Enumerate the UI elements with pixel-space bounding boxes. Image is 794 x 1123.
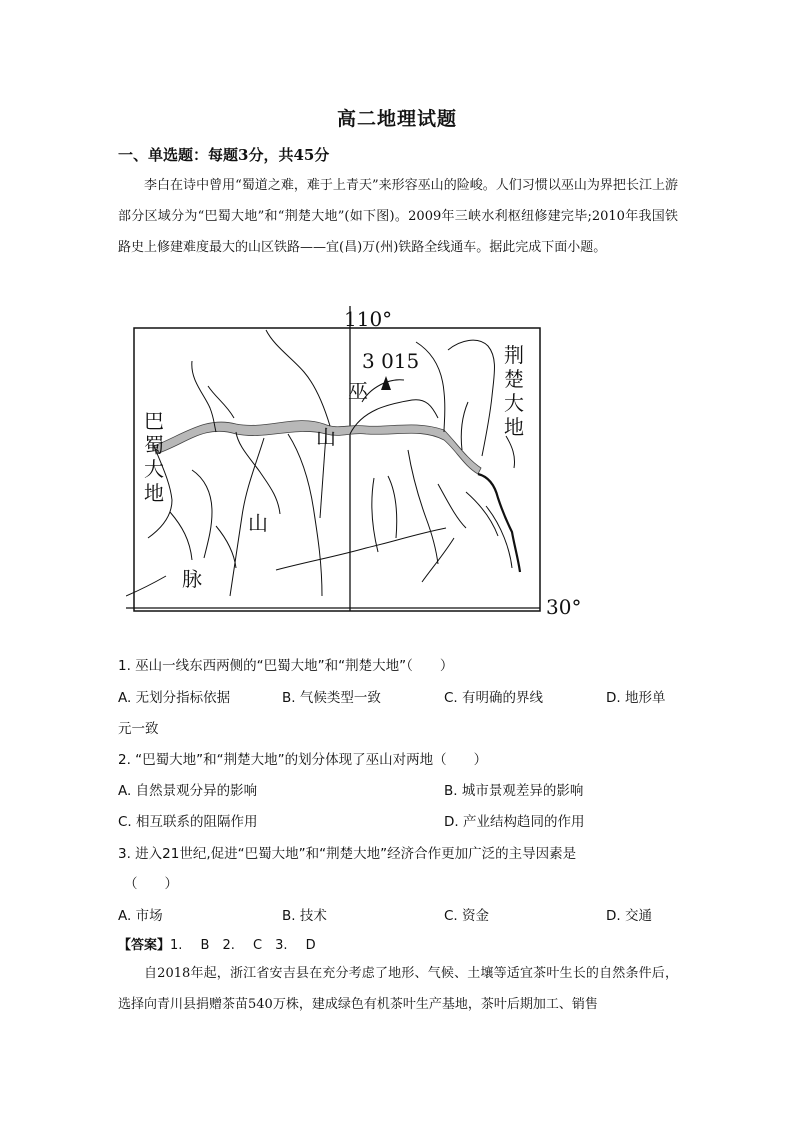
question-3-option-d: D. 交通 (606, 908, 652, 924)
peak-elevation-label: 3 015 (362, 349, 420, 373)
question-2-option-a: A. 自然景观分异的影响 (118, 783, 258, 799)
wu-label: 巫 (348, 379, 368, 403)
ba-shu-region-label (144, 409, 164, 505)
question-2-option-d: D. 产业结构趋同的作用 (444, 814, 585, 830)
question-2-option-b: B. 城市景观差异的影响 (444, 783, 584, 799)
question-2-option-c: C. 相互联系的阻隔作用 (118, 814, 258, 830)
page-title: 高二地理试题 (336, 108, 457, 130)
mai-label: 脉 (182, 567, 202, 591)
shan-label-1: 山 (316, 425, 336, 449)
svg-text:大: 大 (144, 457, 164, 481)
svg-text:巴: 巴 (144, 409, 164, 433)
shan-label-2: 山 (248, 511, 268, 535)
question-1-option-d: D. 地形单 (606, 690, 666, 706)
map-figure (126, 306, 596, 626)
svg-text:楚: 楚 (504, 367, 524, 391)
question-1-option-a: A. 无划分指标依据 (118, 690, 231, 706)
question-1-option-b: B. 气候类型一致 (282, 690, 381, 706)
peak-triangle-icon (381, 376, 391, 390)
question-3-paren: （ ） (124, 876, 178, 892)
svg-text:大: 大 (504, 391, 524, 415)
jing-chu-region-label (504, 343, 524, 439)
svg-text:地: 地 (144, 481, 164, 505)
question-1-option-c: C. 有明确的界线 (444, 690, 544, 706)
svg-text:荆: 荆 (504, 343, 524, 367)
longitude-label: 110° (344, 307, 393, 331)
latitude-label: 30° (546, 595, 582, 619)
question-1-stem: 1. 巫山一线东西两侧的“巴蜀大地”和“荆楚大地”（ ） (118, 658, 454, 674)
question-1-option-d-wrap: 元一致 (118, 721, 159, 737)
answer-values: 1. B 2. C 3. D (170, 938, 316, 953)
question-2-stem: 2. “巴蜀大地”和“荆楚大地”的划分体现了巫山对两地（ ） (118, 752, 488, 768)
svg-text:地: 地 (504, 415, 524, 439)
answer-line (118, 934, 316, 953)
question-3-option-a: A. 市场 (118, 908, 163, 924)
passage-2: 自2018年起，浙江省安吉县在充分考虑了地形、气候、土壤等适宜茶叶生长的自然条件后，选择向青川县捐赠茶苗540万株，建成绿色有机茶叶生产基地，茶叶后期加工、销售 (118, 966, 678, 1012)
question-3-option-b: B. 技术 (282, 908, 327, 924)
svg-text:蜀: 蜀 (144, 433, 164, 457)
answer-label: 【答案】 (118, 938, 171, 953)
question-3-stem: 3. 进入21世纪,促进“巴蜀大地”和“荆楚大地”经济合作更加广泛的主导因素是 (118, 846, 577, 862)
passage-1: 李白在诗中曾用“蜀道之难，难于上青天”来形容巫山的险峻。人们习惯以巫山为界把长江上游部分区域分为“巴蜀大地”和“荆楚大地”(如下图)。2009年三峡水利枢纽修建完毕;2010年我国铁路史上修建难度最大的山区铁路——宜(昌)万(州)铁路全线通车。据此完成下面小题。 (118, 178, 678, 255)
question-3-option-c: C. 资金 (444, 908, 490, 924)
section-heading: 一、单选题：每题3分，共45分 (118, 146, 330, 164)
